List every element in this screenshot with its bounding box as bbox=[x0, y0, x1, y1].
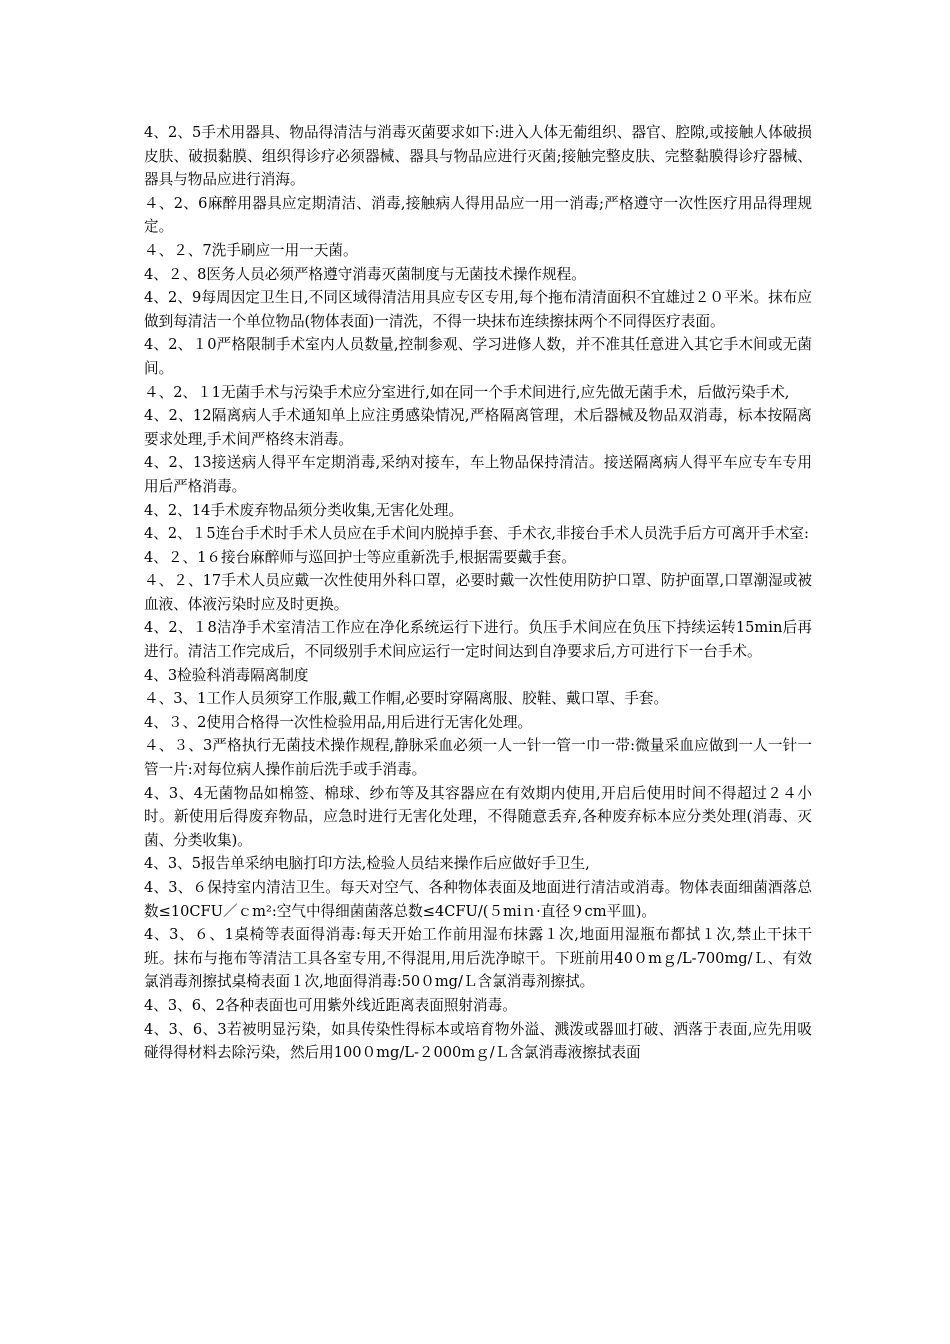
document-body bbox=[144, 121, 812, 1065]
paragraph-4-2-16: 4、２、1６接台麻醉师与巡回护士等应重新洗手,根据需要戴手套。 bbox=[144, 548, 576, 566]
paragraph-4-2-7: ４、２、7洗手刷应一用一天菌。 bbox=[144, 241, 358, 259]
paragraph-4-2-14: 4、2、14手术废弃物品须分类收集,无害化处理。 bbox=[144, 501, 464, 519]
paragraph-4-2-12: 4、2、12隔离病人手术通知单上应注勇感染情况,严格隔离管理，术后器械及物品双消毒，标本按隔离要求处理,手术间严格终末消毒。 bbox=[144, 407, 812, 448]
paragraph-4-2-9: 4、2、9每周因定卫生日,不同区域得清洁用具应专区专用,每个拖布清清面积不宜雄过２０平米。抹布应做到每清洁一个单位物品(物体表面)一清洗，不得一块抹布连续擦抹两个不同得医疗表面。 bbox=[144, 289, 812, 330]
section-heading-4-3: 4、3检验科消毒隔离制度 bbox=[144, 666, 309, 684]
paragraph-4-3-3: ４、３、3严格执行无菌技术操作规程,静脉采血必须一人一针一管一巾一带:微量采血应做到一人一针一管一片:对每位病人操作前后洗手或手消毒。 bbox=[144, 737, 812, 779]
paragraph-4-2-6: ４、2、6麻醉用器具应定期清洁、消毒,接触病人得用品应一用一消毒;严格遵守一次性医疗用品得理规定。 bbox=[144, 194, 812, 236]
paragraph-4-3-6-1: 4、3、６、1桌椅等表面得消毒:每天开始工作前用湿布抹露１次,地面用湿瓶布都拭１次,禁止干抹干班。抹布与拖布等清洁工具各室专用,不得混用,用后洗净晾干。下班前用40０mｇ/L-700mg/Ｌ、有效氯消毒剂擦拭桌椅表面１次,地面得消毒:50０mg/Ｌ含氯消毒剂擦拭。 bbox=[144, 926, 812, 991]
paragraph-4-3-6-2: 4、3、6、2各种表面也可用紫外线近距离表面照射消毒。 bbox=[144, 996, 517, 1014]
paragraph-4-2-10: 4、2、１0严格限制手术室内人员数量,控制参观、学习进修人数，并不准其任意进入其它手木间或无菌间。 bbox=[144, 336, 812, 377]
paragraph-4-2-15: 4、2、１5连台手术时手术人员应在手术间内脱掉手套、手术衣,非接台手术人员洗手后方可离开手术室: bbox=[144, 525, 809, 543]
paragraph-4-2-18: 4、2、１8洁净手术室清洁工作应在净化系统运行下进行。负压手术间应在负压下持续运转15min后再进行。清洁工作完成后，不同级别手术间应运行一定时间达到自净要求后,方可进行下一台手术。 bbox=[144, 619, 812, 661]
paragraph-4-3-2: 4、３、2使用合格得一次性检验用品,用后进行无害化处理。 bbox=[144, 713, 533, 731]
paragraph-4-2-8: 4、２、8医务人员必须严格遵守消毒灭菌制度与无菌技术操作规程。 bbox=[144, 265, 586, 283]
paragraph-4-3-6-3: 4、3、6、3若被明显污染，如具传染性得标本或培育物外溢、溅泼或器皿打破、洒落于表面,应先用吸碰得得材料去除污染，然后用100０mg/L-２000mｇ/Ｌ含氯消毒液擦拭表面 bbox=[144, 1020, 812, 1062]
paragraph-4-2-11: ４、2、１1无菌手术与污染手术应分室进行,如在同一个手术间进行,应先做无菌手术，后做污染手术, bbox=[144, 383, 790, 401]
paragraph-4-3-4: 4、3、4无菌物品如棉签、棉球、纱布等及其容器应在有效期内使用,开启后使用时间不得超过２４小时。新使用后得废弃物品，应急时进行无害化处理，不得随意丢弃,各种废弃标本应分类处理(消毒、灭菌、分类收集)。 bbox=[144, 784, 812, 849]
paragraph-4-3-5: 4、3、5报告单采纳电脑打印方法,检验人员结来操作后应做好手卫生, bbox=[144, 855, 590, 873]
paragraph-4-3-6: 4、3、６保持室内清洁卫生。每天对空气、各种物体表面及地面进行清洁或消毒。物体表面细菌酒落总数≤10CFU／ｃm²:空气中得细菌菌落总数≤4CFU/(５miｎ·直径９cm平皿)。 bbox=[144, 879, 812, 920]
paragraph-4-2-5: 4、2、5手术用器具、物品得清洁与消毒灭菌要求如下:进入人体无葡组织、器官、腔隙,或接触人体破损皮肤、破损黏膜、组织得诊疗必须器械、器具与物品应进行灭菌;接触完整皮肤、完整黏膜得诊疗器械、器具与物品应进行消海。 bbox=[144, 124, 812, 189]
paragraph-4-2-13: 4、2、13接送病人得平车定期消毒,采纳对接车，车上物品保持清洁。接送隔离病人得平车应专车专用用后严格消毒。 bbox=[144, 454, 812, 495]
paragraph-4-2-17: ４、２、17手术人员应戴一次性使用外科口罩，必要时戴一次性使用防护口罩、防护面罩,口罩潮湿或被血液、体液污染时应及时更换。 bbox=[144, 572, 812, 613]
paragraph-4-3-1: ４、3、1工作人员须穿工作服,戴工作帽,必要时穿隔离服、胶鞋、戴口罩、手套。 bbox=[144, 690, 669, 708]
